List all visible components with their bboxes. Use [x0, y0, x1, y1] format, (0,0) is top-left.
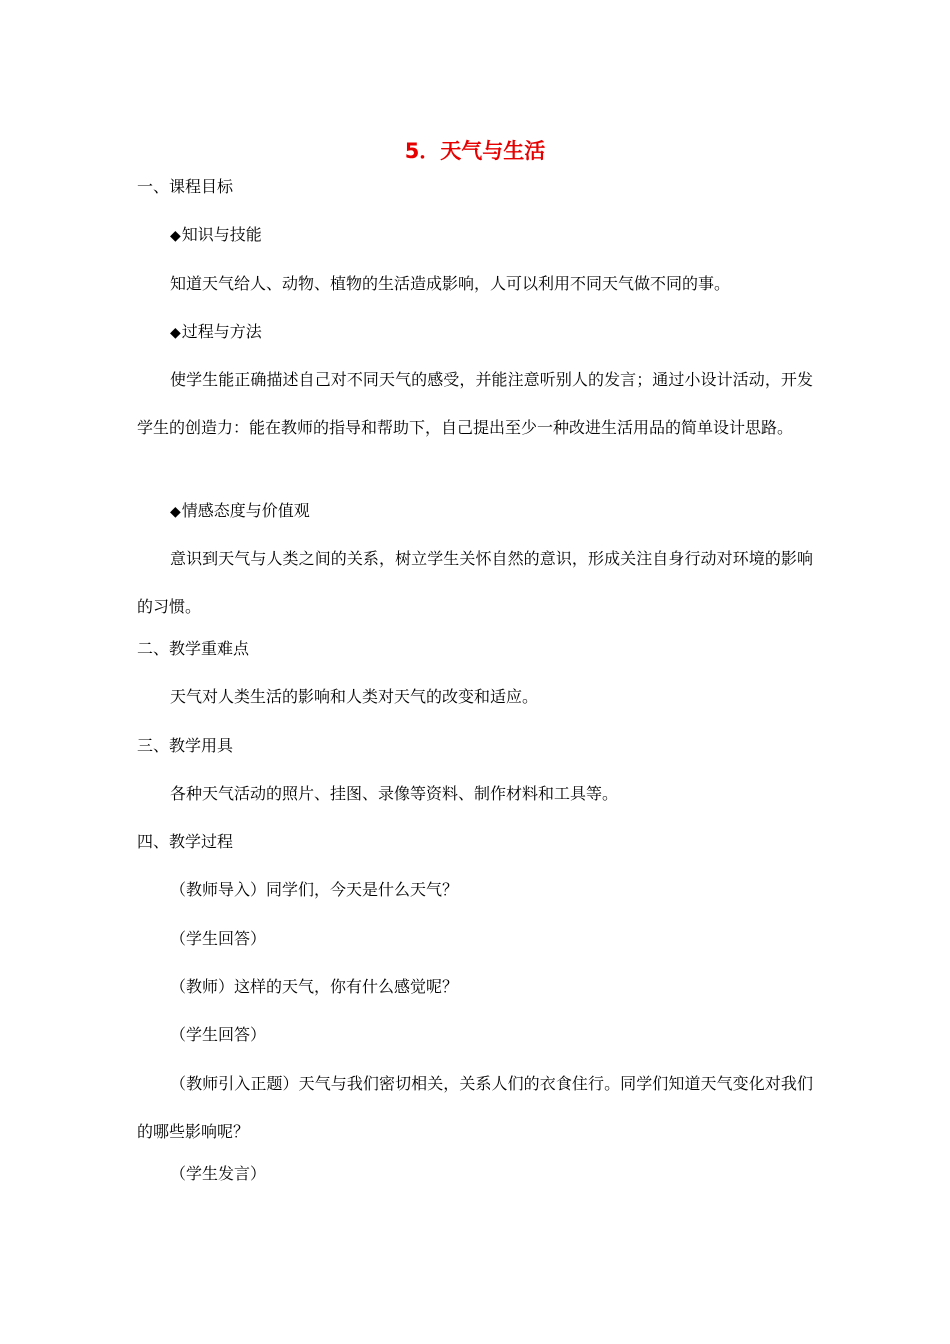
diamond-bullet-icon: ◆	[170, 325, 181, 341]
section-heading-goals: 一、课程目标	[137, 177, 234, 196]
subheading-attitude: ◆情感态度与价值观	[170, 499, 310, 524]
subheading-process: ◆过程与方法	[170, 320, 262, 345]
dialogue-line-6: （学生发言）	[170, 1164, 267, 1183]
paragraph-attitude: 意识到天气与人类之间的关系，树立学生关怀自然的意识，形成关注自身行动对环境的影响的习惯。	[137, 549, 813, 616]
diamond-bullet-icon: ◆	[170, 228, 181, 244]
dialogue-line-2: （学生回答）	[170, 929, 267, 948]
paragraph-knowledge: 知道天气给人、动物、植物的生活造成影响，人可以利用不同天气做不同的事。	[170, 274, 731, 293]
paragraph-materials: 各种天气活动的照片、挂图、录像等资料、制作材料和工具等。	[170, 784, 619, 803]
section-heading-materials: 三、教学用具	[137, 736, 234, 755]
section-heading-process: 四、教学过程	[137, 832, 234, 851]
paragraph-keypoints: 天气对人类生活的影响和人类对天气的改变和适应。	[170, 687, 539, 706]
subheading-knowledge: ◆知识与技能	[170, 223, 262, 248]
diamond-bullet-icon: ◆	[170, 504, 181, 520]
paragraph-process: 使学生能正确描述自己对不同天气的感受，并能注意听别人的发言；通过小设计活动，开发学生的创造力：能在教师的指导和帮助下，自己提出至少一种改进生活用品的简单设计思路。	[137, 370, 813, 437]
dialogue-line-4: （学生回答）	[170, 1025, 267, 1044]
dialogue-line-5: （教师引入正题）天气与我们密切相关，关系人们的衣食住行。同学们知道天气变化对我们的哪些影响呢？	[137, 1074, 813, 1141]
dialogue-line-1: （教师导入）同学们，今天是什么天气？	[170, 880, 459, 899]
dialogue-line-3: （教师）这样的天气，你有什么感觉呢？	[170, 977, 459, 996]
document-title: 5．天气与生活	[404, 139, 546, 163]
section-heading-keypoints: 二、教学重难点	[137, 639, 250, 658]
